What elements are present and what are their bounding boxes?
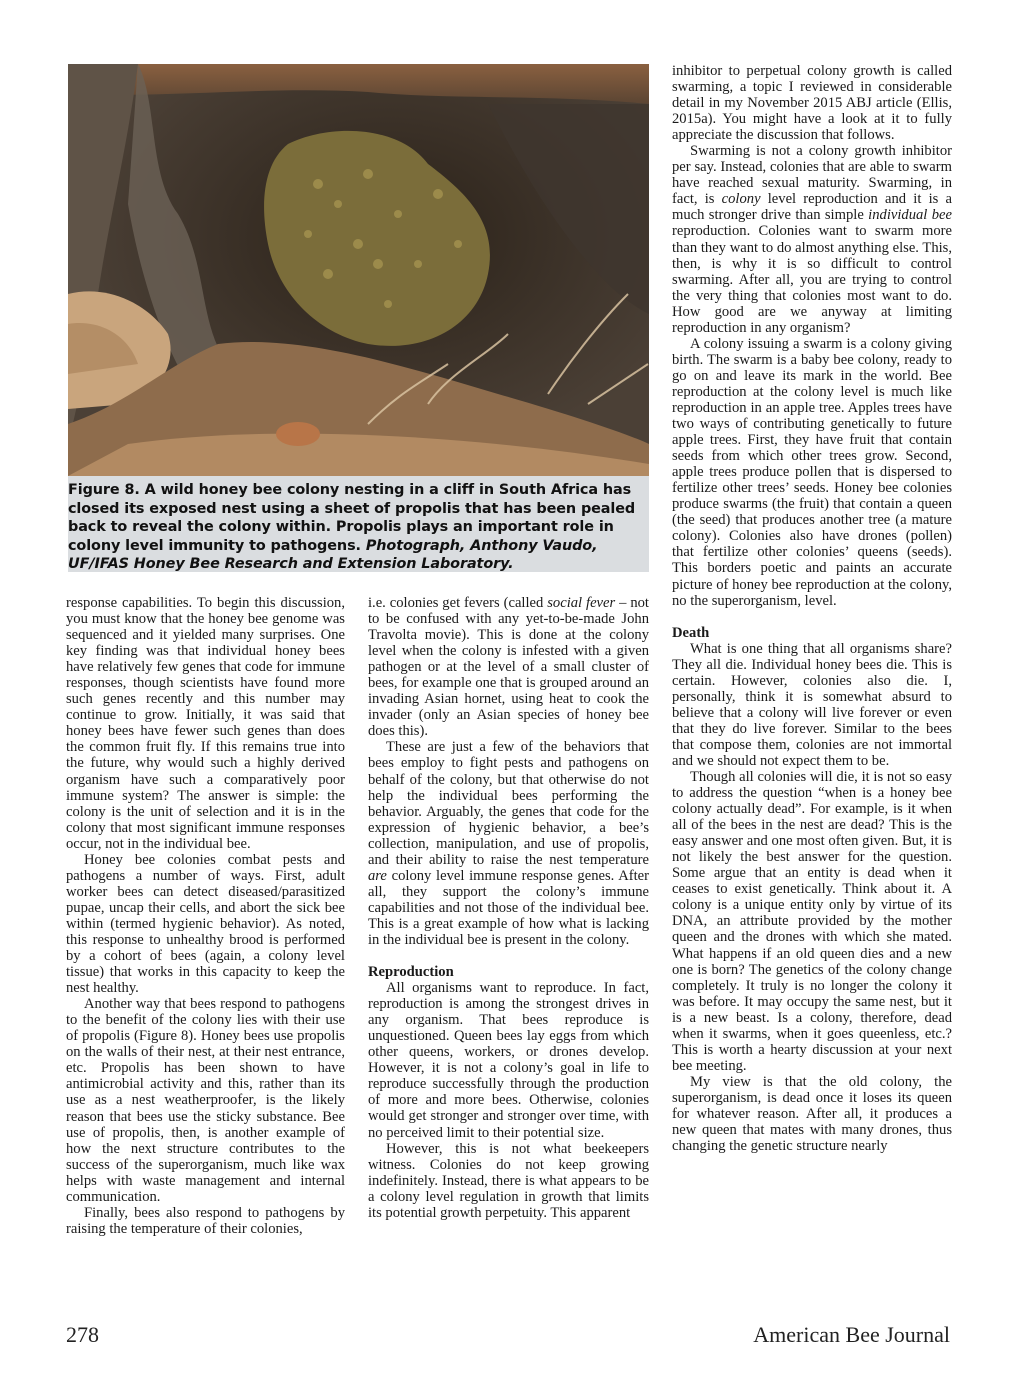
emphasis: are xyxy=(368,867,387,884)
section-heading-reproduction: Reproduction xyxy=(368,964,454,981)
text-run: These are just a few of the behaviors that bees employ to fight pests and pathogens on behalf of the colony, but that otherwise do not help the individual bees performing the behavior. Arguably, the genes that code for the expression of hygienic behavior, a bee’s collection, manipulation, and use of propolis, and their ability to raise the nest temperature xyxy=(368,739,649,868)
emphasis: colony xyxy=(721,191,761,208)
column-2 xyxy=(368,595,649,1221)
figure-caption xyxy=(68,481,649,574)
emphasis: individual bee xyxy=(868,207,952,224)
paragraph: Honey bee colonies combat pests and pathogens a number of ways. First, adult worker bees can detect diseased/parasitized pupae, uncap their cells, and abort the sick bee within (termed hygienic behavior). As noted, this response to unhealthy brood is performed by a cohort of bees (again, a colony level tissue) that works in this capacity to keep the nest healthy. xyxy=(66,851,345,997)
column-1 xyxy=(66,595,345,1237)
section-heading-death: Death xyxy=(672,624,710,641)
paragraph: However, this is not what beekeepers witness. Colonies do not keep growing indefinitely. Instead, there is what appears to be a colony level regulation in growth that limits its potential growth perpetuity. This apparent xyxy=(368,1140,649,1221)
column-3 xyxy=(672,63,952,1154)
paragraph: All organisms want to reproduce. In fact, reproduction is among the strongest drives in any organism. That bees reproduce is unquestioned. Queen bees lay eggs from which other queens, workers, or drones develop. However, it is not a colony’s goal in life to reproduce successfully through the production of more and more bees. Otherwise, colonies would get stronger and stronger over time, with no perceived limit to their potential size. xyxy=(368,980,649,1141)
text-run: Swarming is not a colony growth inhibitor per say. Instead, colonies that are able to swarm have reached sexual maturity. Swarming, in fact, is xyxy=(672,143,952,208)
paragraph: Though all colonies will die, it is not so easy to address the question “when is a honey bee colony actually dead”. For example, is it when all of the bees in the nest are dead? This is the easy answer and one most often given. But, it is not likely the best answer for the question. Some argue that an entity is dead when it ceases to exist genetically. Think about it. A colony is a unique entity only by virtue of its DNA, an attribute provided by the mother queen and the drones with which she mated. What happens if an old queen dies and a new one is born? The genetics of the colony change completely. It truly is no longer the colony it was before. It may occupy the same nest, but it is a new beast. Is a colony, therefore, dead when it swarms, when it goes queenless, etc.? This is worth a hearty discussion at your next bee meeting. xyxy=(672,769,952,1074)
caption-credit: Photograph, Anthony Vaudo, UF/IFAS Honey Bee Research and Extension Laboratory. xyxy=(68,537,598,572)
bee-colony-photo xyxy=(68,64,649,476)
text-run: – not to be confused with any yet-to-be-made John Travolta movie). This is done at the colony level when the colony is infested with a given pathogen or at the level of a small cluster of bees, for example one that is grouped around an invading Asian hornet, using heat to cook the invader (only an Asian species of honey bee does this). xyxy=(368,595,649,740)
paragraph: My view is that the old colony, the superorganism, is dead once it loses its queen for whatever reason. After all, it produces a new queen that mates with many drones, thus changing the genetic structure nearly xyxy=(672,1073,952,1155)
emphasis: social fever xyxy=(547,595,616,611)
paragraph: response capabilities. To begin this discussion, you must know that the honey bee genome was sequenced and it yielded many surprises. One key finding was that individual honey bees have relatively few genes that code for immune responses, though scientists have found more such genes recently and this number may continue to grow. Initially, it was said that honey bees have fewer such genes than does the common fruit fly. If this remains true into the future, why would such a highly derived organism have such a comparatively poor immune system? The answer is simple: the colony is the unit of selection and it is in the colony that most significant immune responses occur, not in the individual bee. xyxy=(66,595,345,852)
paragraph xyxy=(672,143,952,336)
paragraph: Finally, bees also respond to pathogens by raising the temperature of their colonies, xyxy=(66,1204,345,1237)
page-number: 278 xyxy=(66,1322,99,1347)
text-run: colony level immune response genes. After all, they support the colony’s immune capabilities and not those of the individual bee. This is a great example of how what is lacking in the individual bee is present in the colony. xyxy=(368,867,649,948)
caption-main: Figure 8. A wild honey bee colony nesting in a cliff in South Africa has closed its exposed nest using a sheet of propolis that has been pealed back to reveal the colony within. Propolis plays an important role in colony level immunity to pathogens. xyxy=(68,482,636,554)
text-run: level reproduction and it is a much stronger drive than simple xyxy=(672,191,952,224)
figure-photo xyxy=(68,64,649,476)
paragraph: A colony issuing a swarm is a colony giving birth. The swarm is a baby bee colony, ready to go on and leave its mark in the world. Bee reproduction at the colony level is much like reproduction in an apple tree. Apples trees have two ways of contributing genetically to future apple trees. First, they have fruit that contain seeds from which other trees grow. Second, apple trees produce pollen that is dispersed to fertilize other trees’ seeds. Honey bee colonies produce swarms (the fruit) that contain a queen (the seed) that produces another tree (a mature colony). Colonies also have drones (pollen) that fertilize other colonies’ queens (seeds). This borders poetic and paints an accurate picture of honey bee reproduction at the colony, no the superorganism, level. xyxy=(672,335,952,609)
figure-caption-box xyxy=(68,476,649,572)
paragraph xyxy=(368,739,649,948)
text-run: reproduction. Colonies want to swarm more than they want to do almost anything else. This, then, is why it is so difficult to control swarming. After all, you are trying to control the very thing that colonies most want to do. How good are we anyway at limiting reproduction in any organism? xyxy=(672,223,952,336)
journal-name: American Bee Journal xyxy=(753,1322,950,1347)
paragraph xyxy=(368,595,649,739)
paragraph: What is one thing that all organisms share? They all die. Individual honey bees die. This is certain. However, colonies also die. I, personally, think it is somewhat absurd to believe that a colony will live forever or even that they do live forever. Similar to the bees that compose them, colonies are not immortal and we should not expect them to be. xyxy=(672,640,952,769)
paragraph: inhibitor to perpetual colony growth is called swarming, a topic I reviewed in considerable detail in my November 2015 ABJ article (Ellis, 2015a). You might have a look at it to fully appreciate the discussion that follows. xyxy=(672,63,952,144)
paragraph: Another way that bees respond to pathogens to the benefit of the colony lies with their use of propolis (Figure 8). Honey bees use propolis on the walls of their nest, at their nest entrance, etc. Propolis has been shown to have antimicrobial activity and this, rather than its use as a nest weatherproofer, is the likely reason that bees use the sticky substance. Bee use of propolis, then, is another example of how the next structure contributes to the success of the superorganism, much like wax helps with waste management and internal communication. xyxy=(66,996,345,1205)
text-run: i.e. colonies get fevers (called xyxy=(368,595,548,611)
